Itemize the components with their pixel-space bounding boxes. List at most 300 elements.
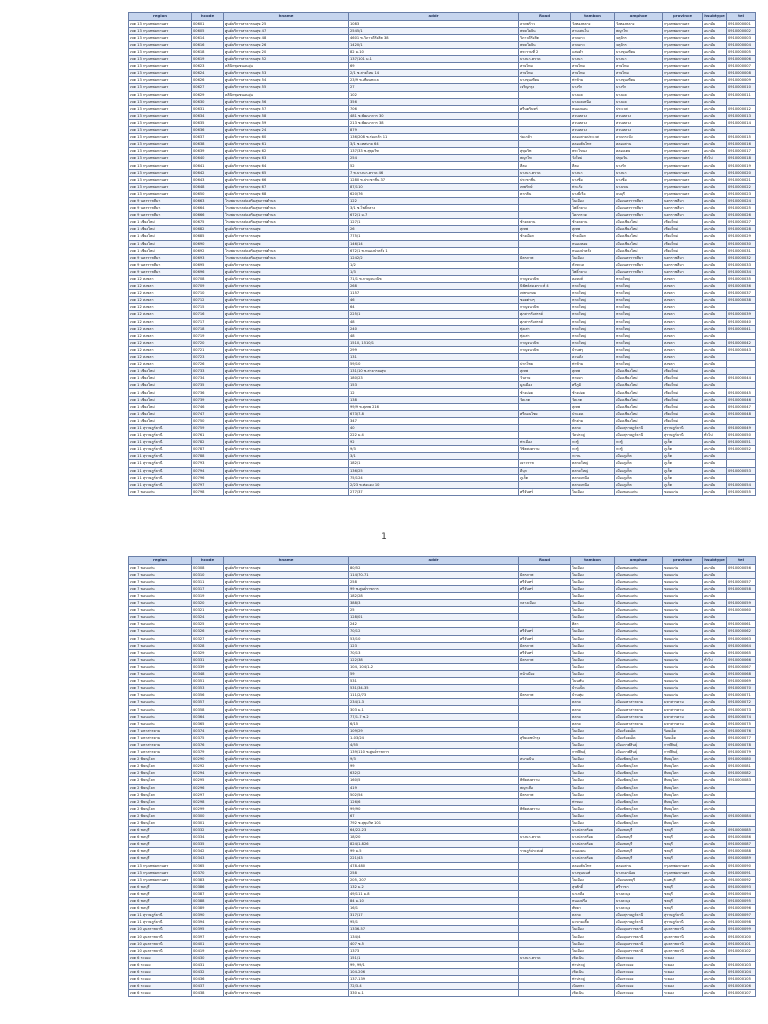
cell-province: สงขลา (663, 354, 703, 361)
cell-hcode: 00712 (192, 297, 224, 304)
cell-region: เขต 1 เชียงใหม่ (129, 233, 192, 240)
cell-region: เขต 7 ขอนแก่น (129, 585, 192, 592)
cell-tambon: บ้านเป็ด (571, 685, 615, 692)
cell-amphoe: บางนา (615, 169, 663, 176)
cell-tambon: วัดเกต (571, 396, 615, 403)
table-row (129, 275, 756, 282)
cell-hname: ศูนย์บริการสาธารณสุข (224, 318, 349, 325)
cell-region: เขต 13 กรุงเทพมหานคร (129, 77, 192, 84)
cell-province: พิษณุโลก (663, 812, 703, 819)
cell-addr: 1242/2 (349, 254, 519, 261)
cell-tel: 0910000067 (727, 663, 756, 670)
cell-hname: ศูนย์บริการสาธารณสุข (224, 912, 349, 919)
cell-province: ระยอง (663, 954, 703, 961)
cell-hname: ศูนย์บริการสาธารณสุข (224, 862, 349, 869)
cell-hname: ศูนย์บริการสาธารณสุข (224, 756, 349, 763)
cell-hcode: 00376 (192, 741, 224, 748)
cell-tel: 0910000054 (727, 481, 756, 488)
cell-road (519, 453, 571, 460)
table-page-1 (128, 12, 755, 496)
table-row (129, 155, 756, 162)
cell-tel (727, 819, 756, 826)
cell-addr: 277/37 (349, 488, 519, 495)
cell-hname: ศูนย์บริการสาธารณสุข (224, 233, 349, 240)
cell-province: กรุงเทพมหานคร (663, 112, 703, 119)
cell-addr: 134/4 (349, 933, 519, 940)
cell-addr: 131/10 ซ.สาธารณสุข (349, 368, 519, 375)
cell-road: ร่มเกล้า (519, 134, 571, 141)
cell-tel: 0910000101 (727, 940, 756, 947)
cell-hname: ศูนย์บริการสาธารณสุข (224, 283, 349, 290)
cell-amphoe: เมืองนครราชสีมา (615, 261, 663, 268)
cell-hsubtype: อนามัย (703, 240, 727, 247)
cell-tambon: สวนหลวง (571, 119, 615, 126)
cell-region: เขต 7 ขอนแก่น (129, 592, 192, 599)
cell-tel: 0910000058 (727, 585, 756, 592)
column-header-hsubtype: hsubtype (703, 557, 727, 565)
cell-road (519, 869, 571, 876)
cell-hcode: 00386 (192, 883, 224, 890)
cell-region: เขต 2 พิษณุโลก (129, 756, 192, 763)
cell-tel: 0910000103 (727, 961, 756, 968)
cell-hname: ศูนย์บริการสาธารณสุข (224, 905, 349, 912)
cell-hsubtype: อนามัย (703, 848, 727, 855)
table-row (129, 600, 756, 607)
cell-region: เขต 7 ขอนแก่น (129, 706, 192, 713)
cell-tel: 0910000083 (727, 777, 756, 784)
cell-road (519, 112, 571, 119)
column-header-amphoe: amphoe (615, 13, 663, 21)
table-row (129, 318, 756, 325)
cell-hcode: 00619 (192, 56, 224, 63)
cell-hcode: 00437 (192, 983, 224, 990)
cell-amphoe: เมืองขอนแก่น (615, 600, 663, 607)
cell-road (519, 141, 571, 148)
cell-road: สุริยเดชบำรุง (519, 734, 571, 741)
cell-tambon: หาดใหญ่ (571, 332, 615, 339)
table-row (129, 947, 756, 954)
cell-region: เขต 13 กรุงเทพมหานคร (129, 112, 192, 119)
cell-tel: 0910000018 (727, 155, 756, 162)
cell-hsubtype: อนามัย (703, 127, 727, 134)
cell-hsubtype: อนามัย (703, 339, 727, 346)
cell-province: ขอนแก่น (663, 642, 703, 649)
cell-amphoe: เมืองขอนแก่น (615, 488, 663, 495)
cell-tambon: คอหงส์ (571, 275, 615, 282)
table-row (129, 98, 756, 105)
cell-addr: 672/1 ม.7 (349, 212, 519, 219)
cell-province: พิษณุโลก (663, 784, 703, 791)
cell-road: ศรีจันทร์ (519, 649, 571, 656)
cell-tambon: ท่าข้าม (571, 77, 615, 84)
cell-region: เขต 1 เชียงใหม่ (129, 226, 192, 233)
cell-tambon: ในเมือง (571, 756, 615, 763)
cell-hcode: 00631 (192, 105, 224, 112)
cell-tel: 0910000044 (727, 375, 756, 382)
cell-province: ภูเก็ต (663, 439, 703, 446)
cell-tambon: ในเมือง (571, 741, 615, 748)
cell-province: ภูเก็ต (663, 481, 703, 488)
cell-amphoe: บางละมุง (615, 898, 663, 905)
cell-tel: 0910000012 (727, 105, 756, 112)
cell-province: นครราชสีมา (663, 268, 703, 275)
cell-amphoe: เมืองพิษณุโลก (615, 819, 663, 826)
cell-hsubtype: อนามัย (703, 119, 727, 126)
cell-amphoe: เมืองชลบุรี (615, 848, 663, 855)
cell-hcode: 00335 (192, 841, 224, 848)
cell-amphoe: เมืองกาฬสินธุ์ (615, 741, 663, 748)
cell-hname: ศูนย์บริการสาธารณสุข (224, 346, 349, 353)
cell-hsubtype: อนามัย (703, 197, 727, 204)
cell-tambon: สวนหลวง (571, 112, 615, 119)
cell-hname: ศูนย์บริการสาธารณสุข 63 (224, 155, 349, 162)
cell-addr: 673/7-8 (349, 410, 519, 417)
cell-hsubtype: อนามัย (703, 954, 727, 961)
cell-tambon: สุเทพ (571, 403, 615, 410)
cell-addr: 49/111 ม.8 (349, 890, 519, 897)
cell-region: เขต 13 กรุงเทพมหานคร (129, 84, 192, 91)
cell-tambon: ในเมือง (571, 564, 615, 571)
cell-province: เชียงใหม่ (663, 389, 703, 396)
cell-road (519, 564, 571, 571)
cell-hcode: 00634 (192, 112, 224, 119)
cell-hcode: 00296 (192, 784, 224, 791)
cell-hname: โรงพยาบาลส่งเสริมสุขภาพตำบล (224, 205, 349, 212)
cell-hcode: 00325 (192, 621, 224, 628)
cell-addr: 25 (349, 607, 519, 614)
cell-tel: 0910000062 (727, 628, 756, 635)
cell-hname: ศูนย์บริการสาธารณสุข (224, 481, 349, 488)
cell-tambon: เนินพระ (571, 983, 615, 990)
cell-hname: ศูนย์บริการสาธารณสุข (224, 389, 349, 396)
cell-province: ภูเก็ต (663, 460, 703, 467)
cell-hcode: 00327 (192, 635, 224, 642)
cell-tambon: หนองปรือ (571, 898, 615, 905)
cell-region: เขต 7 ขอนแก่น (129, 628, 192, 635)
cell-province: กรุงเทพมหานคร (663, 869, 703, 876)
cell-road: ท่าเมือง (519, 439, 571, 446)
cell-province: สุราษฎร์ธานี (663, 919, 703, 926)
table-row (129, 635, 756, 642)
table-row (129, 848, 756, 855)
cell-hsubtype: อนามัย (703, 621, 727, 628)
cell-hname: ศูนย์บริการสาธารณสุข 56 (224, 98, 349, 105)
cell-hcode: 00794 (192, 467, 224, 474)
cell-hsubtype: อนามัย (703, 777, 727, 784)
table-row (129, 339, 756, 346)
cell-amphoe: เมืองเชียงใหม่ (615, 389, 663, 396)
cell-tambon: ตลาดใหญ่ (571, 460, 615, 467)
cell-hsubtype: อนามัย (703, 332, 727, 339)
cell-tambon: ตลาด (571, 713, 615, 720)
table-row (129, 791, 756, 798)
cell-region: เขต 13 กรุงเทพมหานคร (129, 876, 192, 883)
cell-tel: 0910000074 (727, 713, 756, 720)
cell-hname: ศูนย์บริการสาธารณสุข (224, 261, 349, 268)
table-row (129, 361, 756, 368)
cell-tel: 0910000087 (727, 841, 756, 848)
cell-hcode: 00298 (192, 798, 224, 805)
cell-amphoe: เมืองขอนแก่น (615, 614, 663, 621)
cell-road: เจริญกรุง (519, 84, 571, 91)
cell-amphoe: สวนหลวง (615, 127, 663, 134)
cell-hname: ศูนย์บริการสาธารณสุข 24 (224, 127, 349, 134)
cell-tel: 0910000093 (727, 883, 756, 890)
cell-hname: ศูนย์บริการสาธารณสุข (224, 240, 349, 247)
cell-hname: ศูนย์บริการสาธารณสุข (224, 607, 349, 614)
cell-province: ระยอง (663, 961, 703, 968)
table-row (129, 564, 756, 571)
cell-road (519, 720, 571, 727)
cell-addr: 64 (349, 304, 519, 311)
cell-hname: ศูนย์บริการสาธารณสุข 20 (224, 48, 349, 55)
cell-tel: 0910000034 (727, 268, 756, 275)
table-row (129, 467, 756, 474)
cell-tel: 0910000028 (727, 226, 756, 233)
cell-tel (727, 417, 756, 424)
cell-hcode: 00636 (192, 127, 224, 134)
facility-table (128, 12, 756, 496)
cell-tambon: ในเมือง (571, 592, 615, 599)
cell-road: ประชาชื่น (519, 176, 571, 183)
cell-tel: 0910000039 (727, 311, 756, 318)
table-row (129, 777, 756, 784)
cell-tel: 0910000015 (727, 134, 756, 141)
cell-province: นครราชสีมา (663, 212, 703, 219)
cell-province: อุบลราชธานี (663, 926, 703, 933)
cell-hname: ศูนย์บริการสาธารณสุข (224, 848, 349, 855)
cell-tambon: ลาดยาว (571, 41, 615, 48)
cell-region: เขต 12 สงขลา (129, 332, 192, 339)
cell-region: เขต 6 ระยอง (129, 968, 192, 975)
cell-hsubtype: อนามัย (703, 947, 727, 954)
cell-tel: 0910000014 (727, 119, 756, 126)
cell-tel: 0910000022 (727, 183, 756, 190)
cell-tambon: หาดใหญ่ (571, 297, 615, 304)
table-row (129, 834, 756, 841)
cell-hsubtype: อนามัย (703, 368, 727, 375)
cell-region: เขต 2 พิษณุโลก (129, 805, 192, 812)
table-row (129, 642, 756, 649)
cell-province: เชียงใหม่ (663, 403, 703, 410)
cell-hsubtype: อนามัย (703, 311, 727, 318)
table-row (129, 578, 756, 585)
cell-hcode: 00308 (192, 564, 224, 571)
cell-region: เขต 7 ขอนแก่น (129, 692, 192, 699)
cell-region: เขต 10 อุบลราชธานี (129, 947, 192, 954)
cell-hsubtype: อนามัย (703, 318, 727, 325)
cell-amphoe: เมืองอุบลราชธานี (615, 933, 663, 940)
table-row (129, 876, 756, 883)
cell-province: ชลบุรี (663, 883, 703, 890)
cell-region: เขต 13 กรุงเทพมหานคร (129, 869, 192, 876)
cell-amphoe: กะทู้ (615, 439, 663, 446)
cell-province: ขอนแก่น (663, 663, 703, 670)
cell-road: กาญจนวนิช (519, 275, 571, 282)
cell-hcode: 00618 (192, 48, 224, 55)
cell-addr: 132 ม.2 (349, 883, 519, 890)
cell-amphoe: ศรีราชา (615, 883, 663, 890)
cell-addr: 131 (349, 354, 519, 361)
cell-region: เขต 6 ชลบุรี (129, 841, 192, 848)
cell-tambon: ช้างเผือก (571, 233, 615, 240)
cell-region: เขต 2 พิษณุโลก (129, 798, 192, 805)
cell-tambon: กะทู้ (571, 439, 615, 446)
cell-tel: 0910000032 (727, 254, 756, 261)
cell-amphoe: เมืองขอนแก่น (615, 642, 663, 649)
cell-hname: ศูนย์บริการสาธารณสุข (224, 311, 349, 318)
cell-hsubtype: อนามัย (703, 862, 727, 869)
table-row (129, 354, 756, 361)
cell-tel: 0910000063 (727, 635, 756, 642)
cell-hsubtype: อนามัย (703, 734, 727, 741)
cell-province: ขอนแก่น (663, 671, 703, 678)
cell-region: เขต 6 ระยอง (129, 954, 192, 961)
cell-road (519, 268, 571, 275)
cell-hsubtype: ทั่วไป (703, 155, 727, 162)
table-row (129, 585, 756, 592)
cell-hcode: 00734 (192, 375, 224, 382)
cell-hsubtype: อนามัย (703, 141, 727, 148)
cell-hcode: 00747 (192, 410, 224, 417)
cell-hcode: 00690 (192, 240, 224, 247)
cell-amphoe: เมืองเชียงใหม่ (615, 382, 663, 389)
cell-amphoe: ธนบุรี (615, 190, 663, 197)
cell-hcode: 00637 (192, 134, 224, 141)
cell-addr: 407 ซ.5 (349, 940, 519, 947)
cell-province: พิษณุโลก (663, 777, 703, 784)
cell-hname: ศูนย์บริการสาธารณสุข (224, 332, 349, 339)
cell-tel (727, 614, 756, 621)
cell-tel: 0910000036 (727, 283, 756, 290)
cell-region: เขต 2 พิษณุโลก (129, 819, 192, 826)
cell-tambon: ท่าประดู่ (571, 961, 615, 968)
cell-tel: 0910000021 (727, 176, 756, 183)
cell-hcode: 00693 (192, 254, 224, 261)
cell-hcode: 00639 (192, 148, 224, 155)
cell-hname: ศูนย์บริการสาธารณสุข (224, 720, 349, 727)
cell-hname: ศูนย์บริการสาธารณสุข (224, 926, 349, 933)
cell-tambon: ในเมือง (571, 614, 615, 621)
cell-road (519, 855, 571, 862)
cell-road (519, 354, 571, 361)
cell-province: สงขลา (663, 346, 703, 353)
cell-hcode: 00365 (192, 862, 224, 869)
cell-addr: 2/1 ซ.สายไหม 14 (349, 70, 519, 77)
cell-road: วิภาวดีรังสิต (519, 34, 571, 41)
cell-province: อุบลราชธานี (663, 933, 703, 940)
cell-province: เชียงใหม่ (663, 247, 703, 254)
cell-hsubtype: อนามัย (703, 226, 727, 233)
cell-tambon: คลองต้นไทร (571, 141, 615, 148)
cell-addr: 72/3-4 (349, 983, 519, 990)
cell-road: ลาดพร้าว (519, 20, 571, 27)
cell-region: เขต 11 สุราษฎร์ธานี (129, 912, 192, 919)
cell-hcode: 00717 (192, 318, 224, 325)
cell-hcode: 00692 (192, 247, 224, 254)
table-row (129, 41, 756, 48)
cell-addr: 234/1-3 (349, 699, 519, 706)
cell-addr: 104-206 (349, 968, 519, 975)
cell-amphoe: หาดใหญ่ (615, 318, 663, 325)
cell-tambon: ช้างคลาน (571, 219, 615, 226)
cell-amphoe: เมืองชลบุรี (615, 827, 663, 834)
cell-amphoe: บางละมุง (615, 905, 663, 912)
cell-addr: 122 (349, 197, 519, 204)
cell-tel: 0910000072 (727, 699, 756, 706)
cell-hname: ศูนย์บริการสาธารณสุข (224, 763, 349, 770)
cell-amphoe: ประเวศ (615, 105, 663, 112)
cell-amphoe: หาดใหญ่ (615, 311, 663, 318)
cell-hcode: 00719 (192, 332, 224, 339)
cell-province: ชลบุรี (663, 905, 703, 912)
cell-tel: 0910000084 (727, 812, 756, 819)
cell-hsubtype: อนามัย (703, 571, 727, 578)
cell-tambon: คลองต้นไทร (571, 862, 615, 869)
cell-region: เขต 2 พิษณุโลก (129, 763, 192, 770)
cell-tel: 0910000106 (727, 983, 756, 990)
cell-addr: 775/1 (349, 233, 519, 240)
table-row (129, 162, 756, 169)
cell-hname: ศูนย์บริการสาธารณสุข (224, 678, 349, 685)
cell-tambon: ท่าประดู่ (571, 976, 615, 983)
cell-hsubtype: อนามัย (703, 919, 727, 926)
cell-region: เขต 6 ระยอง (129, 961, 192, 968)
cell-hname: ศูนย์บริการสาธารณสุข (224, 685, 349, 692)
cell-region: เขต 1 เชียงใหม่ (129, 368, 192, 375)
cell-hname: ศูนย์บริการสาธารณสุข (224, 432, 349, 439)
cell-tambon: ตลาดเหนือ (571, 474, 615, 481)
cell-hname: ศูนย์บริการสาธารณสุข (224, 727, 349, 734)
cell-province: สงขลา (663, 332, 703, 339)
cell-hsubtype: อนามัย (703, 812, 727, 819)
table-row (129, 488, 756, 495)
cell-amphoe: เมืองขอนแก่น (615, 571, 663, 578)
table-row (129, 56, 756, 63)
cell-hname: ศูนย์บริการสาธารณสุข 68 (224, 190, 349, 197)
cell-road: ดีบุก (519, 467, 571, 474)
cell-province: ร้อยเอ็ด (663, 727, 703, 734)
cell-tel: 0910000009 (727, 77, 756, 84)
cell-province: กรุงเทพมหานคร (663, 20, 703, 27)
cell-road (519, 247, 571, 254)
cell-hname: ศูนย์บริการสาธารณสุข 26 (224, 41, 349, 48)
cell-hname: ศูนย์บริการสาธารณสุข (224, 417, 349, 424)
cell-region: เขต 11 สุราษฎร์ธานี (129, 424, 192, 431)
cell-tambon: บางยี่เรือ (571, 190, 615, 197)
cell-hsubtype: อนามัย (703, 48, 727, 55)
table-row (129, 417, 756, 424)
cell-tel: 0910000071 (727, 692, 756, 699)
cell-tambon: หายยา (571, 375, 615, 382)
cell-tambon: ตลาดเหนือ (571, 481, 615, 488)
cell-tambon: ในเมือง (571, 600, 615, 607)
cell-hsubtype: อนามัย (703, 56, 727, 63)
cell-tambon: นาเกลือ (571, 890, 615, 897)
cell-tambon: ในเมือง (571, 926, 615, 933)
cell-region: เขต 9 นครราชสีมา (129, 197, 192, 204)
cell-tel (727, 453, 756, 460)
cell-tambon: โคกกรวด (571, 212, 615, 219)
cell-tambon: หาดใหญ่ (571, 290, 615, 297)
cell-hname: ศูนย์บริการสาธารณสุข (224, 304, 349, 311)
cell-hname: โรงพยาบาลส่งเสริมสุขภาพตำบล (224, 219, 349, 226)
cell-hname: ศูนย์บริการสาธารณสุข (224, 635, 349, 642)
table-row (129, 812, 756, 819)
cell-hsubtype: อนามัย (703, 467, 727, 474)
cell-tel: 0910000088 (727, 848, 756, 855)
cell-hcode: 00623 (192, 63, 224, 70)
